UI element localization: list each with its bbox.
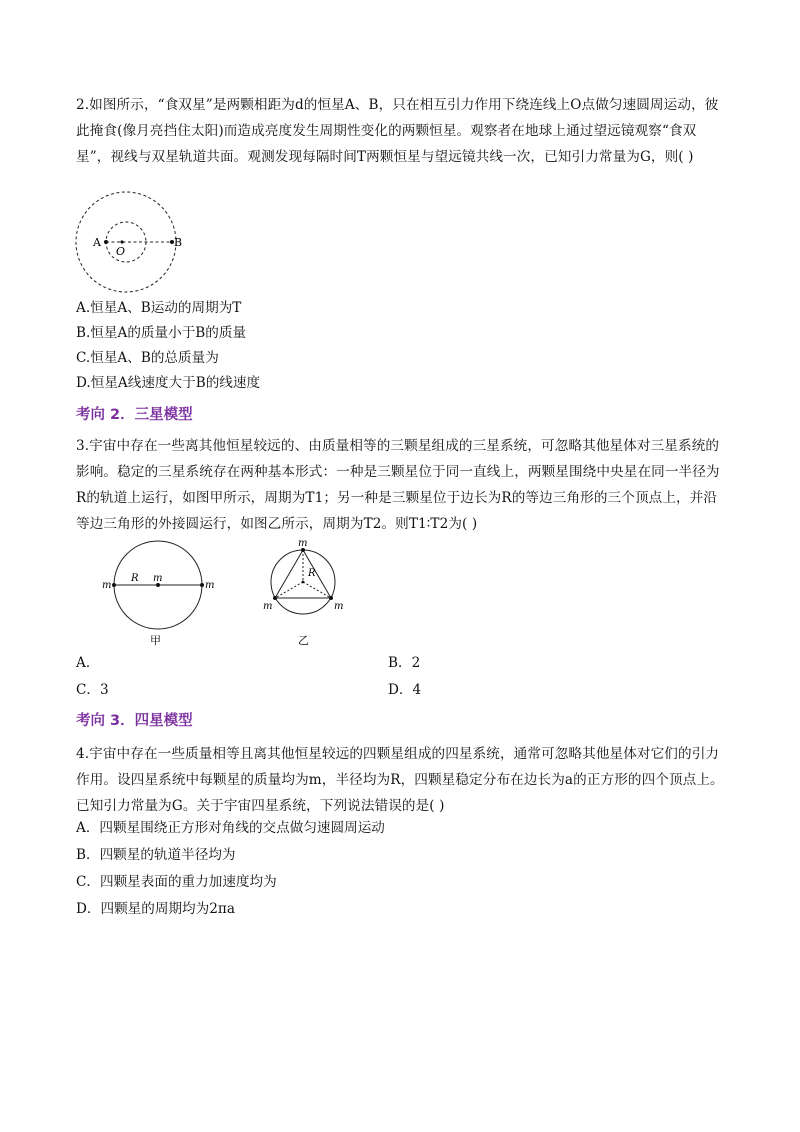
yi-label-m-right: m <box>334 601 344 612</box>
center-o-dot <box>120 240 123 243</box>
yi-label-m-top: m <box>298 540 308 549</box>
yi-label-r: R <box>308 568 316 579</box>
q3-option-b: B．2 <box>388 655 421 671</box>
yi-label-m-left: m <box>263 601 273 612</box>
question-3-text: 3.宇宙中存在一些离其他恒星较远的、由质量相等的三颗星组成的三星系统，可忽略其他星体对三星系统的影响。稳定的三星系统存在两种基本形式：一种是三颗星位于同一直线上，两颗星围绕中央星在同一半径为R的轨道上运行，如图甲所示，周期为T1；另一种是三颗星位于边长为R的等边三角形的三个顶点上，并沿等边三角形的外接圆运行，如图乙所示，周期为T2。则T1∶T2为( ) <box>76 438 720 532</box>
jia-label-m-right: m <box>205 580 215 591</box>
q4-option-c: C．四颗星表面的重力加速度均为 <box>76 874 277 890</box>
three-star-triangle-diagram <box>262 540 352 650</box>
q2-option-c: C.恒星A、B的总质量为 <box>76 350 219 366</box>
label-b: B <box>174 236 183 249</box>
three-star-line-diagram <box>100 540 220 650</box>
yi-caption: 乙 <box>298 634 309 647</box>
binary-star-diagram <box>74 190 184 298</box>
q2-option-a: A.恒星A、B运动的周期为T <box>76 300 242 316</box>
jia-label-m-left: m <box>102 580 112 591</box>
yi-right-star <box>329 596 333 600</box>
label-o: O <box>116 245 126 258</box>
q2-option-b: B.恒星A的质量小于B的质量 <box>76 325 247 341</box>
jia-caption: 甲 <box>150 634 161 647</box>
section-heading-four-star: 考向 3．四星模型 <box>76 713 193 729</box>
star-a-dot <box>104 240 108 244</box>
q3-option-c: C．3 <box>76 682 109 698</box>
yi-center <box>302 581 305 584</box>
jia-left-star <box>112 583 116 587</box>
jia-label-r: R <box>131 573 139 584</box>
jia-right-star <box>200 583 204 587</box>
q4-option-b: B．四颗星的轨道半径均为 <box>76 847 236 863</box>
q3-option-d: D．4 <box>388 682 422 698</box>
q4-option-d: D．四颗星的周期均为2πa <box>76 901 235 917</box>
question-4-text: 4.宇宙中存在一些质量相等且离其他恒星较远的四颗星组成的四星系统，通常可忽略其他星体对它们的引力作用。设四星系统中每颗星的质量均为m，半径均为R，四颗星稳定分布在边长为a的正方形的四个顶点上。已知引力常量为G。关于宇宙四星系统，下列说法错误的是( ) <box>76 746 724 814</box>
q4-option-a: A．四颗星围绕正方形对角线的交点做匀速圆周运动 <box>76 820 385 836</box>
q3-option-a: A． <box>76 655 100 671</box>
yi-left-star <box>273 596 277 600</box>
section-heading-three-star: 考向 2．三星模型 <box>76 407 193 423</box>
question-2-text: 2.如图所示，“食双星”是两颗相距为d的恒星A、B，只在相互引力作用下绕连线上O点做匀速圆周运动，彼此掩食(像月亮挡住太阳)而造成亮度发生周期性变化的两颗恒星。观察者在地球上通过望远镜观察“食双星”，视线与双星轨道共面。观测发现每隔时间T两颗恒星与望远镜共线一次，已知引力常量为G，则( ) <box>76 97 719 165</box>
jia-label-m-center: m <box>153 573 163 584</box>
label-a: A <box>93 236 101 249</box>
q2-option-d: D.恒星A线速度大于B的线速度 <box>76 375 261 391</box>
